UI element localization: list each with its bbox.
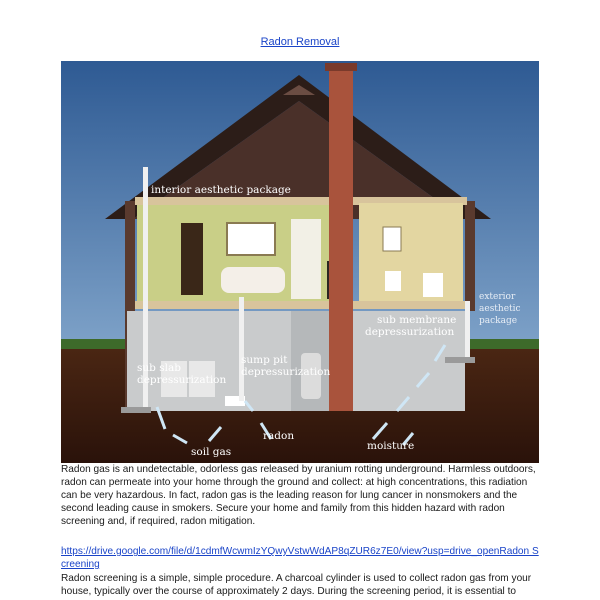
label-sump-pit-2: depressurization <box>241 366 331 378</box>
label-moisture: moisture <box>367 440 415 452</box>
label-radon: radon <box>263 430 295 442</box>
bookshelf <box>181 223 203 295</box>
label-sub-slab-1: sub slab <box>137 362 181 374</box>
bathroom <box>359 203 463 303</box>
label-exterior-2: aesthetic <box>479 304 521 314</box>
label-exterior-3: package <box>479 316 518 326</box>
footing-left <box>121 407 151 413</box>
label-soil-gas: soil gas <box>191 446 232 458</box>
chimney-cap <box>325 63 357 71</box>
label-sub-slab-2: depressurization <box>137 374 227 386</box>
screening-paragraph: Radon screening is a simple, simple procedure. A charcoal cylinder is used to collect radon gas from your house, typically over the course of approximately 2 days. During the screening period, it is essential to <box>61 573 532 597</box>
label-sub-membrane-2: depressurization <box>365 326 455 338</box>
vent-pipe-center <box>239 297 244 401</box>
footing-right <box>445 357 475 363</box>
label-interior-aesthetic: interior aesthetic package <box>151 184 291 196</box>
label-exterior-1: exterior <box>479 292 516 302</box>
sink <box>385 271 401 291</box>
label-sump-pit-1: sump pit <box>241 354 288 366</box>
vent-pipe-right <box>465 301 470 361</box>
mirror <box>383 227 401 251</box>
radon-mitigation-illustration <box>61 61 539 463</box>
chimney <box>329 65 353 411</box>
label-sub-membrane-1: sub membrane <box>377 314 457 326</box>
floor-beam <box>135 301 467 309</box>
intro-paragraph: Radon gas is an undetectable, odorless gas released by uranium rotting underground. Harmless outdoors, radon can permeate into your home through the ground and collect: at high concentrations, this radiation can be very hazardous. In fact, radon gas is the leading reason for lung cancer in nonsmokers and the second leading cause in smokers. Secure your home and family from this hidden hazard with radon screening and, if required, radon mitigation. <box>61 464 536 527</box>
house-cutaway-diagram <box>61 61 539 463</box>
window <box>227 223 275 255</box>
toilet <box>423 273 443 297</box>
sofa <box>221 267 285 293</box>
screening-link[interactable]: https://drive.google.com/file/d/1cdmfWcwmIzYQwyVstwWdAP8qZUR6z7E0/view?usp=drive_openRadon Screening <box>61 546 539 570</box>
title-link[interactable]: Radon Removal <box>260 36 340 48</box>
house-wall-right <box>465 201 475 311</box>
door <box>291 219 321 299</box>
